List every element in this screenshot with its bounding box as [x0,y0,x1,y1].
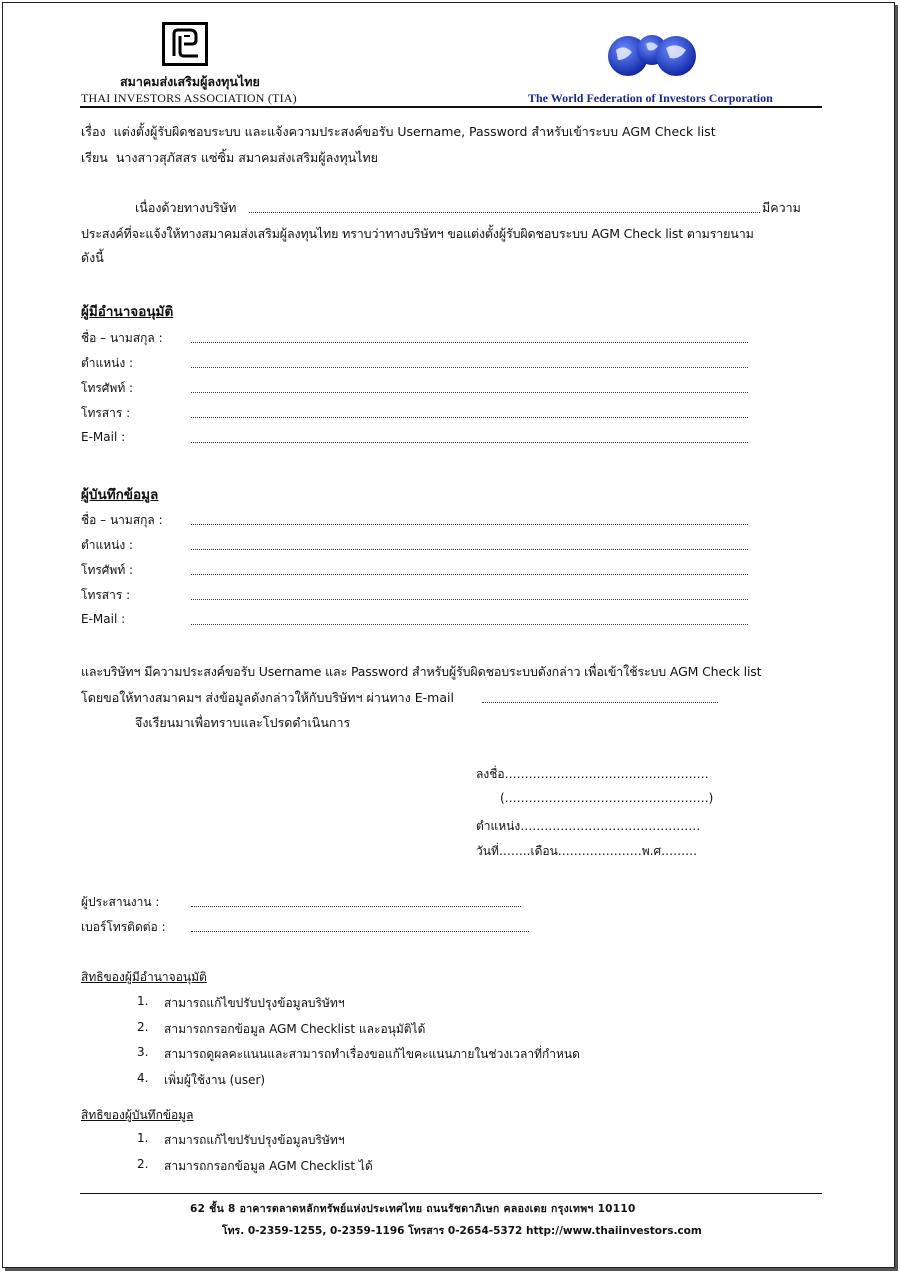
subject-label: เรื่อง [81,124,106,139]
recorder-field-phone-label: โทรศัพท์ : [81,563,134,577]
recorder-field-fax-blank[interactable] [191,599,748,600]
contact-phone-blank[interactable] [191,931,529,932]
approver-right-text: เพิ่มผู้ใช้งาน (user) [164,1073,266,1087]
approver-field-email-blank[interactable] [191,442,748,443]
recorder-heading: ผู้บันทึกข้อมูล [81,487,159,503]
company-name-blank[interactable] [249,212,760,213]
footer-rule [80,1193,822,1194]
signature-name[interactable]: (……………………………………………) [500,791,714,805]
recorder-rights-heading: สิทธิของผู้บันทึกข้อมูล [81,1108,194,1122]
subject-line [81,122,716,142]
recorder-right-num: 1. [137,1131,149,1145]
tia-name-th: สมาคมส่งเสริมผู้ลงทุนไทย [120,74,260,89]
intro-line1-start: เนื่องด้วยทางบริษัท [135,200,237,215]
approver-right-text: สามารถดูผลคะแนนและสามารถทำเรื่องขอแก้ไขคะแนนภายในช่วงเวลาที่กำหนด [164,1047,580,1061]
approver-field-position-label: ตำแหน่ง : [81,356,134,370]
document-page [2,2,895,1268]
approver-right-text: สามารถแก้ไขปรับปรุงข้อมูลบริษัทฯ [164,996,345,1010]
recorder-right-text: สามารถกรอกข้อมูล AGM Checklist ได้ [164,1159,373,1173]
recipient-text: นางสาวสุภัสสร แซ่ซิ้ม สมาคมส่งเสริมผู้ลงทุนไทย [115,150,379,165]
recorder-field-position-label: ตำแหน่ง : [81,538,134,552]
coordinator-blank[interactable] [191,906,521,907]
recipient-label: เรียน [81,150,108,165]
approver-field-phone-blank[interactable] [191,392,748,393]
approver-field-name-label: ชื่อ – นามสกุล : [81,331,163,345]
recorder-field-fax-label: โทรสาร : [81,588,131,602]
approver-right-num: 2. [137,1020,149,1034]
intro-line2: ประสงค์ที่จะแจ้งให้ทางสมาคมส่งเสริมผู้ลงทุนไทย ทราบว่าทางบริษัทฯ ขอแต่งตั้งผู้รับผิดชอบระบบ AGM Check list ตามรายนาม [81,226,754,241]
tia-logo-icon [162,22,208,66]
recipient-line [81,148,378,168]
recorder-right-num: 2. [137,1157,149,1171]
wfic-globe-logo-icon [606,30,698,82]
intro-line3: ดังนี้ [81,250,104,265]
approver-right-num: 1. [137,994,149,1008]
signature-date[interactable]: วันที่……..เดือน…………………พ.ศ……… [476,844,698,858]
approver-heading: ผู้มีอำนาจอนุมัติ [81,304,174,320]
footer-contact: โทร. 0-2359-1255, 0-2359-1196 โทรสาร 0-2654-5372 http://www.thaiinvestors.com [222,1225,702,1237]
signature-position[interactable]: ตำแหน่ง……………………………………… [476,819,701,833]
request-line2: โดยขอให้ทางสมาคมฯ ส่งข้อมูลดังกล่าวให้กับบริษัทฯ ผ่านทาง E-mail [81,690,454,705]
approver-field-fax-label: โทรสาร : [81,406,131,420]
tia-name-en: THAI INVESTORS ASSOCIATION (TIA) [81,91,297,105]
recorder-field-email-blank[interactable] [191,624,748,625]
request-closing: จึงเรียนมาเพื่อทราบและโปรดดำเนินการ [135,715,351,730]
coordinator-label: ผู้ประสานงาน : [81,895,160,909]
wfic-name: The World Federation of Investors Corporation [528,91,773,105]
recorder-field-name-blank[interactable] [191,524,748,525]
approver-right-num: 4. [137,1071,149,1085]
approver-field-name-blank[interactable] [191,342,748,343]
subject-text: แต่งตั้งผู้รับผิดชอบระบบ และแจ้งความประสงค์ขอรับ Username, Password สำหรับเข้าระบบ AGM Check list [113,124,716,139]
contact-phone-label: เบอร์โทรติดต่อ : [81,920,166,934]
signature-sign[interactable]: ลงชื่อ…………………………………………… [476,767,709,781]
approver-field-email-label: E-Mail : [81,430,126,444]
approver-field-position-blank[interactable] [191,367,748,368]
approver-field-phone-label: โทรศัพท์ : [81,381,134,395]
approver-rights-heading: สิทธิของผู้มีอำนาจอนุมัติ [81,970,207,984]
request-email-blank[interactable] [482,702,718,703]
recorder-field-position-blank[interactable] [191,549,748,550]
footer-address: 62 ชั้น 8 อาคารตลาดหลักทรัพย์แห่งประเทศไทย ถนนรัชดาภิเษก คลองเตย กรุงเทพฯ 10110 [190,1203,636,1215]
approver-right-num: 3. [137,1045,149,1059]
recorder-field-phone-blank[interactable] [191,574,748,575]
approver-right-text: สามารถกรอกข้อมูล AGM Checklist และอนุมัติได้ [164,1022,426,1036]
recorder-field-name-label: ชื่อ – นามสกุล : [81,513,163,527]
header-rule [80,106,822,108]
approver-field-fax-blank[interactable] [191,417,748,418]
recorder-right-text: สามารถแก้ไขปรับปรุงข้อมูลบริษัทฯ [164,1133,345,1147]
intro-line1-end: มีความ [762,200,801,215]
request-line1: และบริษัทฯ มีความประสงค์ขอรับ Username และ Password สำหรับผู้รับผิดชอบระบบดังกล่าว เพื่อเข้าใช้ระบบ AGM Check list [81,664,762,679]
recorder-field-email-label: E-Mail : [81,612,126,626]
